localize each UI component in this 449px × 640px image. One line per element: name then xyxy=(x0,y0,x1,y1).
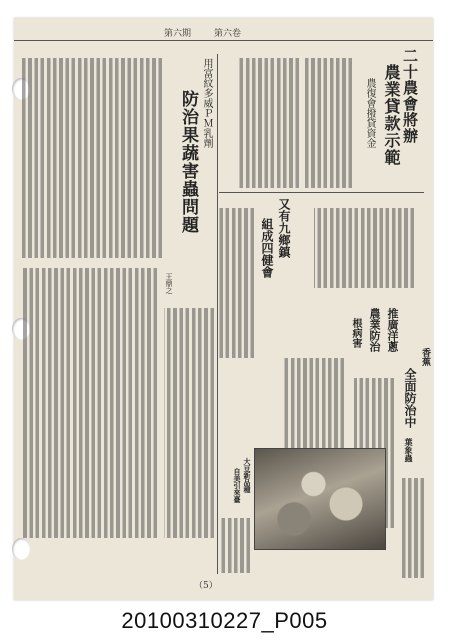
divider xyxy=(219,192,424,193)
health-title: 又有九鄉鎮 xyxy=(277,198,291,258)
fruit-title: 防治果蔬害蟲問題 xyxy=(178,90,198,234)
loan-body-text xyxy=(304,58,352,188)
banana-title-6: 葉象蟲 xyxy=(404,438,414,462)
fruit-body-text xyxy=(164,308,214,538)
page-header xyxy=(14,24,433,41)
header-issue: 第六期 xyxy=(164,29,192,39)
loan-title-2: 農業貸款示範 xyxy=(382,64,401,166)
image-id-label: 20100310227_P005 xyxy=(121,608,328,633)
banana-body-text xyxy=(399,478,424,578)
fruit-body-text xyxy=(22,58,162,258)
header-volume: 第六卷 xyxy=(214,29,242,39)
divider xyxy=(217,54,218,574)
fruit-body-text xyxy=(22,268,157,538)
banana-title-2: 推廣洋蔥 xyxy=(386,308,399,352)
photo-caption-2: 自美引來臺 xyxy=(233,468,242,503)
binding-hole xyxy=(12,538,30,560)
banana-title-4: 香蕉 xyxy=(420,348,430,366)
loan-subtitle: 農復會撥貸資金 xyxy=(364,78,375,148)
photo-body-text xyxy=(220,518,250,573)
health-body-text xyxy=(219,208,254,358)
fruit-author: 王鼎之 xyxy=(165,273,173,294)
fruit-subtitle: 用富紋多威ＰＭ乳劑 xyxy=(201,58,212,148)
article-photo xyxy=(254,448,386,550)
loan-body-text xyxy=(239,58,299,188)
health-subtitle: 組成四健會 xyxy=(260,218,274,278)
loan-title-1: 二十農會將辦 xyxy=(401,48,419,144)
scanned-page xyxy=(14,18,433,600)
banana-title-5: 全面防治中 xyxy=(403,368,417,428)
loan-body-text xyxy=(314,208,414,288)
banana-title-3: 根病害 xyxy=(350,318,361,348)
page-number: （5） xyxy=(194,581,218,591)
photo-caption-1: 大豆新品種 xyxy=(243,458,252,493)
banana-title-1: 農業防治 xyxy=(368,308,381,352)
